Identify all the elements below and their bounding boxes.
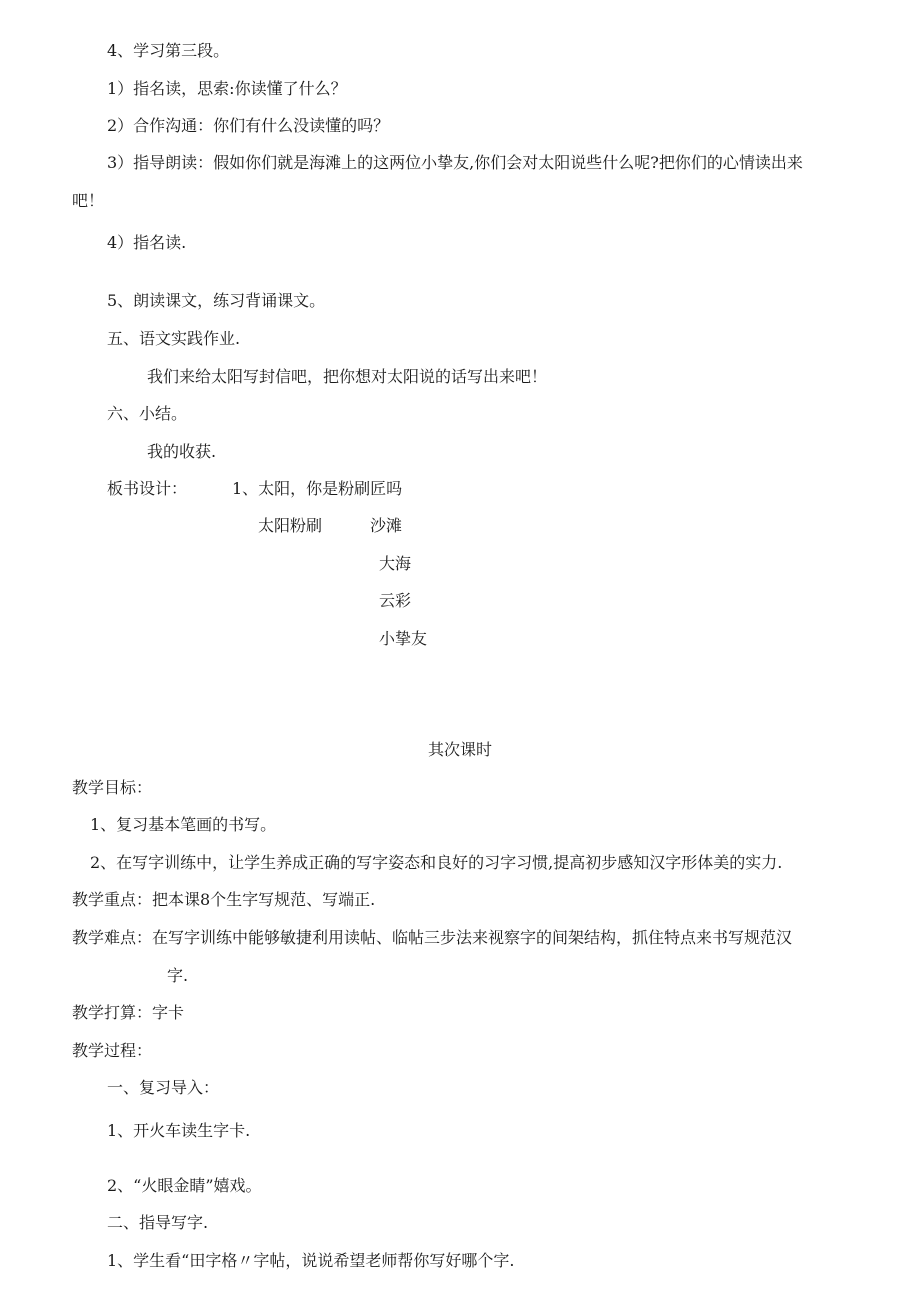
process-part-2-heading: 二、指导写字. xyxy=(107,1213,209,1232)
teaching-focus: 教学重点：把本课8个生字写规范、写端正. xyxy=(72,890,376,909)
goal-2: 2、在写字训练中，让学生养成正确的写字姿态和良好的习字习惯,提高初步感知汉字形体美的实力. xyxy=(90,853,783,872)
teaching-difficulty-continued: 字. xyxy=(167,966,189,985)
step-5-heading: 5、朗读课文，练习背诵课文。 xyxy=(107,291,326,310)
step-4-item-3: 3）指导朗读：假如你们就是海滩上的这两位小挚友,你们会对太阳说些什么呢?把你们的心情读出来 xyxy=(107,153,803,172)
process-part-1-item-1: 1、开火车读生字卡. xyxy=(107,1121,251,1140)
section-6-text: 我的收获. xyxy=(147,442,217,461)
board-item: 大海 xyxy=(379,554,412,573)
teaching-process-heading: 教学过程： xyxy=(72,1041,153,1060)
step-4-item-2: 2）合作沟通：你们有什么没读懂的吗？ xyxy=(107,116,390,135)
step-4-item-3-continued: 吧！ xyxy=(72,191,105,210)
teaching-difficulty: 教学难点：在写字训练中能够敏捷利用读帖、临帖三步法来视察字的间架结构，抓住特点来书写规范汉 xyxy=(72,928,793,947)
section-6-heading: 六、小结。 xyxy=(107,404,188,423)
section-5-heading: 五、语文实践作业. xyxy=(107,329,241,348)
board-design-title: 1、太阳，你是粉刷匠吗 xyxy=(232,479,403,498)
board-left-term: 太阳粉刷 xyxy=(258,516,323,535)
process-part-2-item-1: 1、学生看“田字格〃字帖，说说希望老师帮你写好哪个字. xyxy=(107,1251,515,1270)
teaching-goals-heading: 教学目标： xyxy=(72,778,153,797)
board-design-label: 板书设计： xyxy=(107,479,188,498)
section-title: 其次课时 xyxy=(428,740,493,759)
step-4-heading: 4、学习第三段。 xyxy=(107,41,230,60)
section-5-text: 我们来给太阳写封信吧，把你想对太阳说的话写出来吧！ xyxy=(147,367,548,386)
process-part-1-item-2: 2、“火眼金睛”嬉戏。 xyxy=(107,1176,262,1195)
board-item: 沙滩 xyxy=(370,516,403,535)
board-item: 云彩 xyxy=(379,591,412,610)
step-4-item-1: 1）指名读，思索:你读懂了什么？ xyxy=(107,79,347,98)
teaching-preparation: 教学打算：字卡 xyxy=(72,1003,185,1022)
process-part-1-heading: 一、复习导入： xyxy=(107,1078,220,1097)
board-item: 小挚友 xyxy=(379,629,428,648)
step-4-item-4: 4）指名读. xyxy=(107,233,187,252)
goal-1: 1、复习基本笔画的书写。 xyxy=(90,815,277,834)
